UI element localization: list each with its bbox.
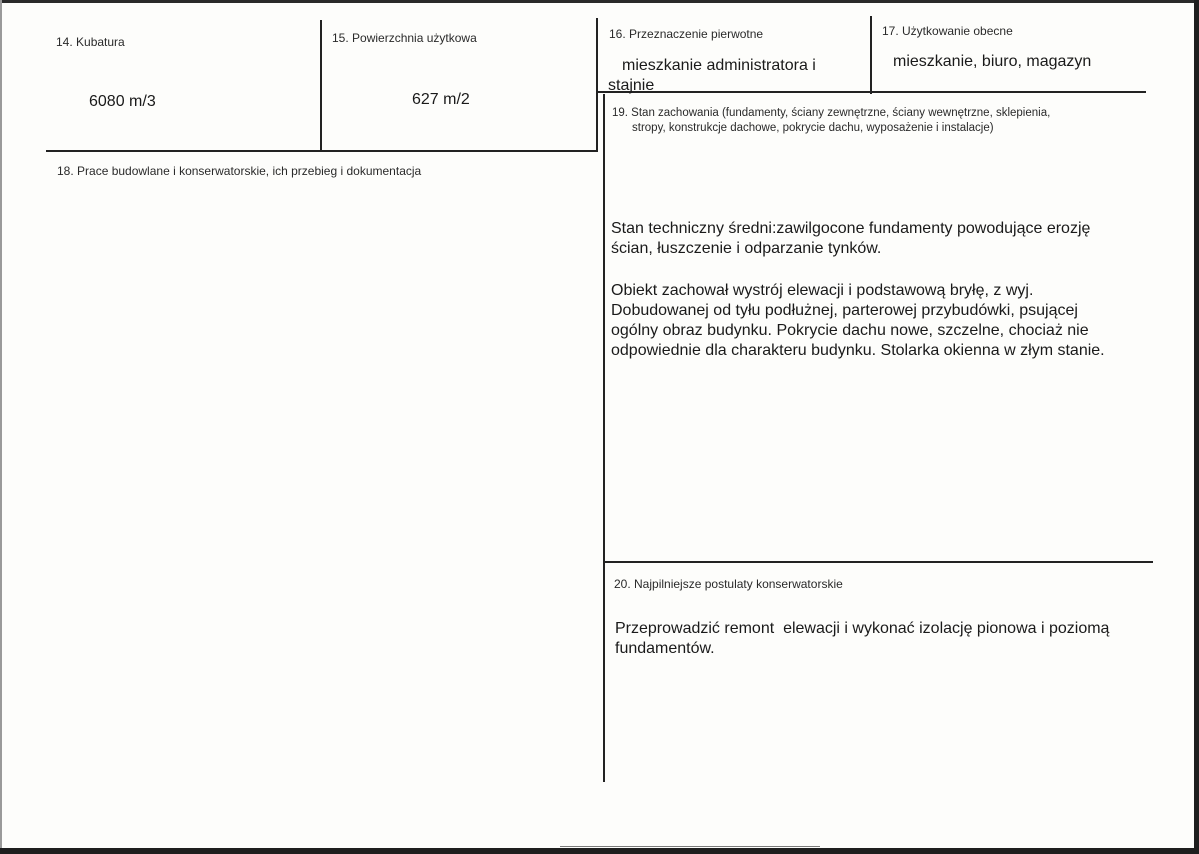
divider-19-20 (605, 561, 1153, 563)
field-19-p2-line4: odpowiednie dla charakteru budynku. Stolarka okienna w złym stanie. (611, 342, 1105, 359)
field-16-value-line2: stajnie (608, 77, 655, 94)
field-19-paragraph-2 (611, 281, 1141, 361)
field-18-label: 18. Prace budowlane i konserwatorskie, ich przebieg i dokumentacja (57, 164, 422, 178)
field-19-p2-line1: Obiekt zachował wystrój elewacji i podstawową bryłę, z wyj. (611, 282, 1034, 299)
field-19-p1-line1: Stan techniczny średni:zawilgocone fundamenty powodujące erozję (611, 220, 1091, 237)
divider-under-14-15 (46, 150, 598, 152)
divider-16-17 (870, 16, 872, 94)
scan-edge-top (0, 0, 1199, 3)
scan-edge-bottom (0, 848, 1199, 854)
field-20-value-line1: Przeprowadzić remont elewacji i wykonać izolację pionowa i poziomą (615, 620, 1110, 637)
field-14-value: 6080 m/3 (89, 93, 156, 110)
field-16-label: 16. Przeznaczenie pierwotne (609, 27, 764, 41)
scan-edge-left (0, 0, 2, 854)
divider-right-column (603, 94, 605, 782)
field-14-label: 14. Kubatura (56, 35, 125, 49)
field-19-p1-line2: ścian, łuszczenie i odparzanie tynków. (611, 240, 882, 257)
field-19-p2-line3: ogólny obraz budynku. Pokrycie dachu nowe, szczelne, chociaż nie (611, 322, 1089, 339)
divider-under-16-17 (598, 91, 1146, 93)
scan-edge-right (1194, 0, 1199, 854)
field-20-value-line2: fundamentów. (615, 640, 715, 657)
field-19-paragraph-1 (611, 219, 1141, 259)
field-20-value (615, 619, 1145, 659)
scan-artifact-bottom (560, 846, 820, 847)
field-19-p2-line2: Dobudowanej od tyłu podłużnej, parterowej przybudówki, psującej (611, 302, 1078, 319)
field-15-value: 627 m/2 (412, 91, 470, 108)
divider-14-15 (320, 20, 322, 152)
field-19-label-line1: 19. Stan zachowania (fundamenty, ściany zewnętrzne, ściany wewnętrzne, sklepienia, (612, 107, 1051, 119)
field-16-value-line1: mieszkanie administratora i (622, 57, 816, 74)
field-15-label: 15. Powierzchnia użytkowa (332, 31, 477, 45)
field-19-label-line2: stropy, konstrukcje dachowe, pokrycie dachu, wyposażenie i instalacje) (632, 122, 994, 134)
divider-left-right (596, 18, 598, 152)
field-20-label: 20. Najpilniejsze postulaty konserwatorskie (614, 577, 843, 591)
field-17-value: mieszkanie, biuro, magazyn (893, 53, 1092, 70)
field-17-label: 17. Użytkowanie obecne (882, 24, 1013, 38)
